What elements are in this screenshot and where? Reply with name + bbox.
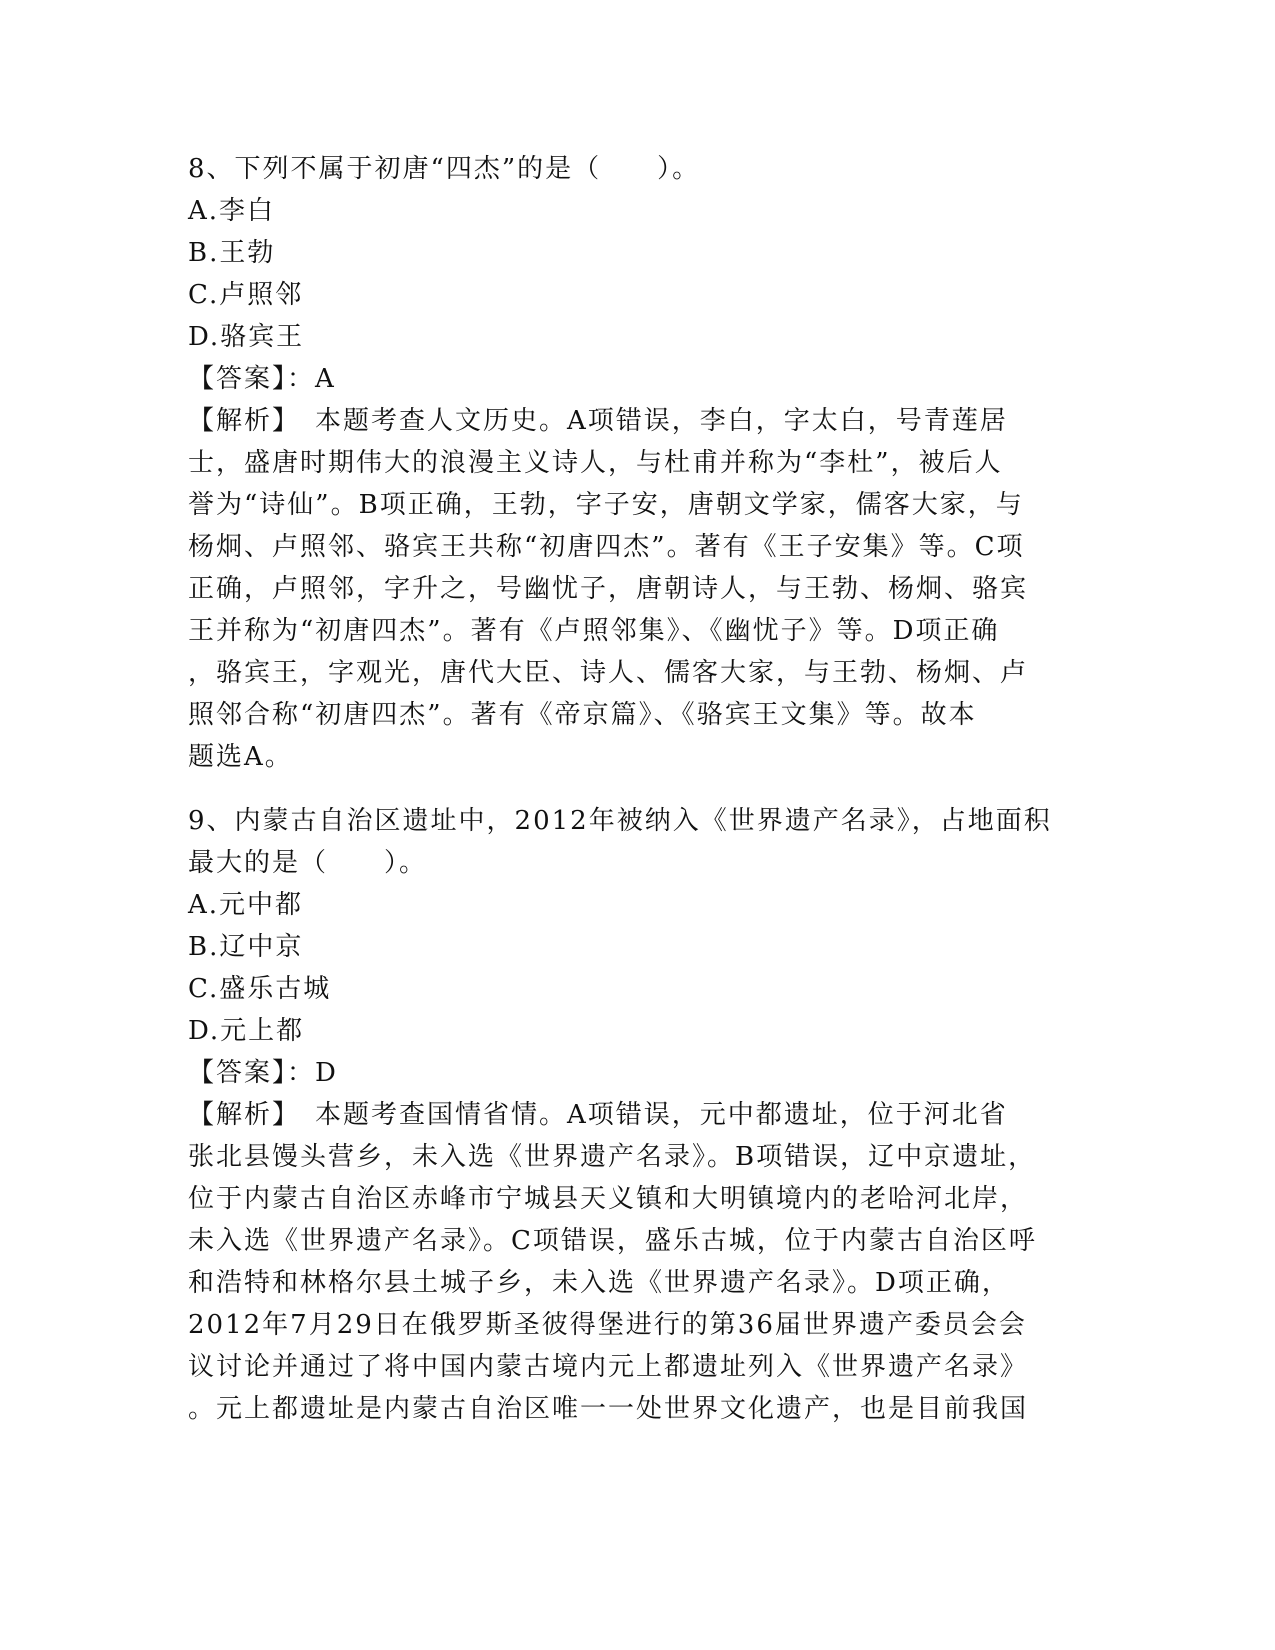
explanation-line: 杨炯、卢照邻、骆宾王共称“初唐四杰”。著有《王子安集》等。C项: [188, 532, 1025, 562]
question-8: [188, 148, 1088, 778]
explanation-line: 未入选《世界遗产名录》。C项错误，盛乐古城，位于内蒙古自治区呼: [188, 1226, 1037, 1256]
explanation-line: 【解析】 本题考查国情省情。A项错误，元中都遗址，位于河北省: [188, 1100, 1008, 1130]
question-9: [188, 800, 1088, 1430]
explanation-line: ，骆宾王，字观光，唐代大臣、诗人、儒客大家，与王勃、杨炯、卢: [188, 658, 1029, 688]
question-8-stem: 8、下列不属于初唐“四杰”的是（ ）。: [188, 154, 701, 184]
explanation-line: 【解析】 本题考查人文历史。A项错误，李白，字太白，号青莲居: [188, 406, 1008, 436]
question-9-option-d: D.元上都: [188, 1016, 305, 1046]
explanation-line: 王并称为“初唐四杰”。著有《卢照邻集》、《幽忧子》等。D项正确: [188, 616, 1000, 646]
question-8-option-c: C.卢照邻: [188, 280, 304, 310]
question-9-option-a: A.元中都: [188, 890, 304, 920]
question-9-option-c: C.盛乐古城: [188, 974, 332, 1004]
question-8-option-a: A.李白: [188, 196, 276, 226]
question-9-stem-line: 9、内蒙古自治区遗址中，2012年被纳入《世界遗产名录》，占地面积: [188, 806, 1052, 836]
page-content: [188, 148, 1088, 1430]
explanation-line: 张北县馒头营乡，未入选《世界遗产名录》。B项错误，辽中京遗址，: [188, 1142, 1037, 1172]
question-spacer: [188, 778, 1088, 800]
question-8-option-b: B.王勃: [188, 238, 276, 268]
question-9-answer: 【答案】：D: [188, 1058, 338, 1088]
question-8-explanation: [188, 400, 1088, 778]
question-9-option-b: B.辽中京: [188, 932, 304, 962]
explanation-line: 。元上都遗址是内蒙古自治区唯一一处世界文化遗产，也是目前我国: [188, 1394, 1029, 1424]
question-8-option-d: D.骆宾王: [188, 322, 305, 352]
explanation-line: 和浩特和林格尔县土城子乡，未入选《世界遗产名录》。D项正确，: [188, 1268, 1010, 1298]
explanation-line: 议讨论并通过了将中国内蒙古境内元上都遗址列入《世界遗产名录》: [188, 1352, 1029, 1382]
explanation-line: 位于内蒙古自治区赤峰市宁城县天义镇和大明镇境内的老哈河北岸，: [188, 1184, 1029, 1214]
question-8-answer: 【答案】：A: [188, 364, 336, 394]
explanation-line: 誉为“诗仙”。B项正确，王勃，字子安，唐朝文学家，儒客大家，与: [188, 490, 1024, 520]
question-9-explanation: [188, 1094, 1088, 1430]
explanation-line: 士，盛唐时期伟大的浪漫主义诗人，与杜甫并称为“李杜”，被后人: [188, 448, 1003, 478]
explanation-line: 题选A。: [188, 742, 293, 772]
explanation-line: 照邻合称“初唐四杰”。著有《帝京篇》、《骆宾王文集》等。故本: [188, 700, 977, 730]
explanation-line: 正确，卢照邻，字升之，号幽忧子，唐朝诗人，与王勃、杨炯、骆宾: [188, 574, 1029, 604]
question-9-stem-line: 最大的是（ ）。: [188, 848, 428, 878]
explanation-line: 2012年7月29日在俄罗斯圣彼得堡进行的第36届世界遗产委员会会: [188, 1310, 1027, 1340]
